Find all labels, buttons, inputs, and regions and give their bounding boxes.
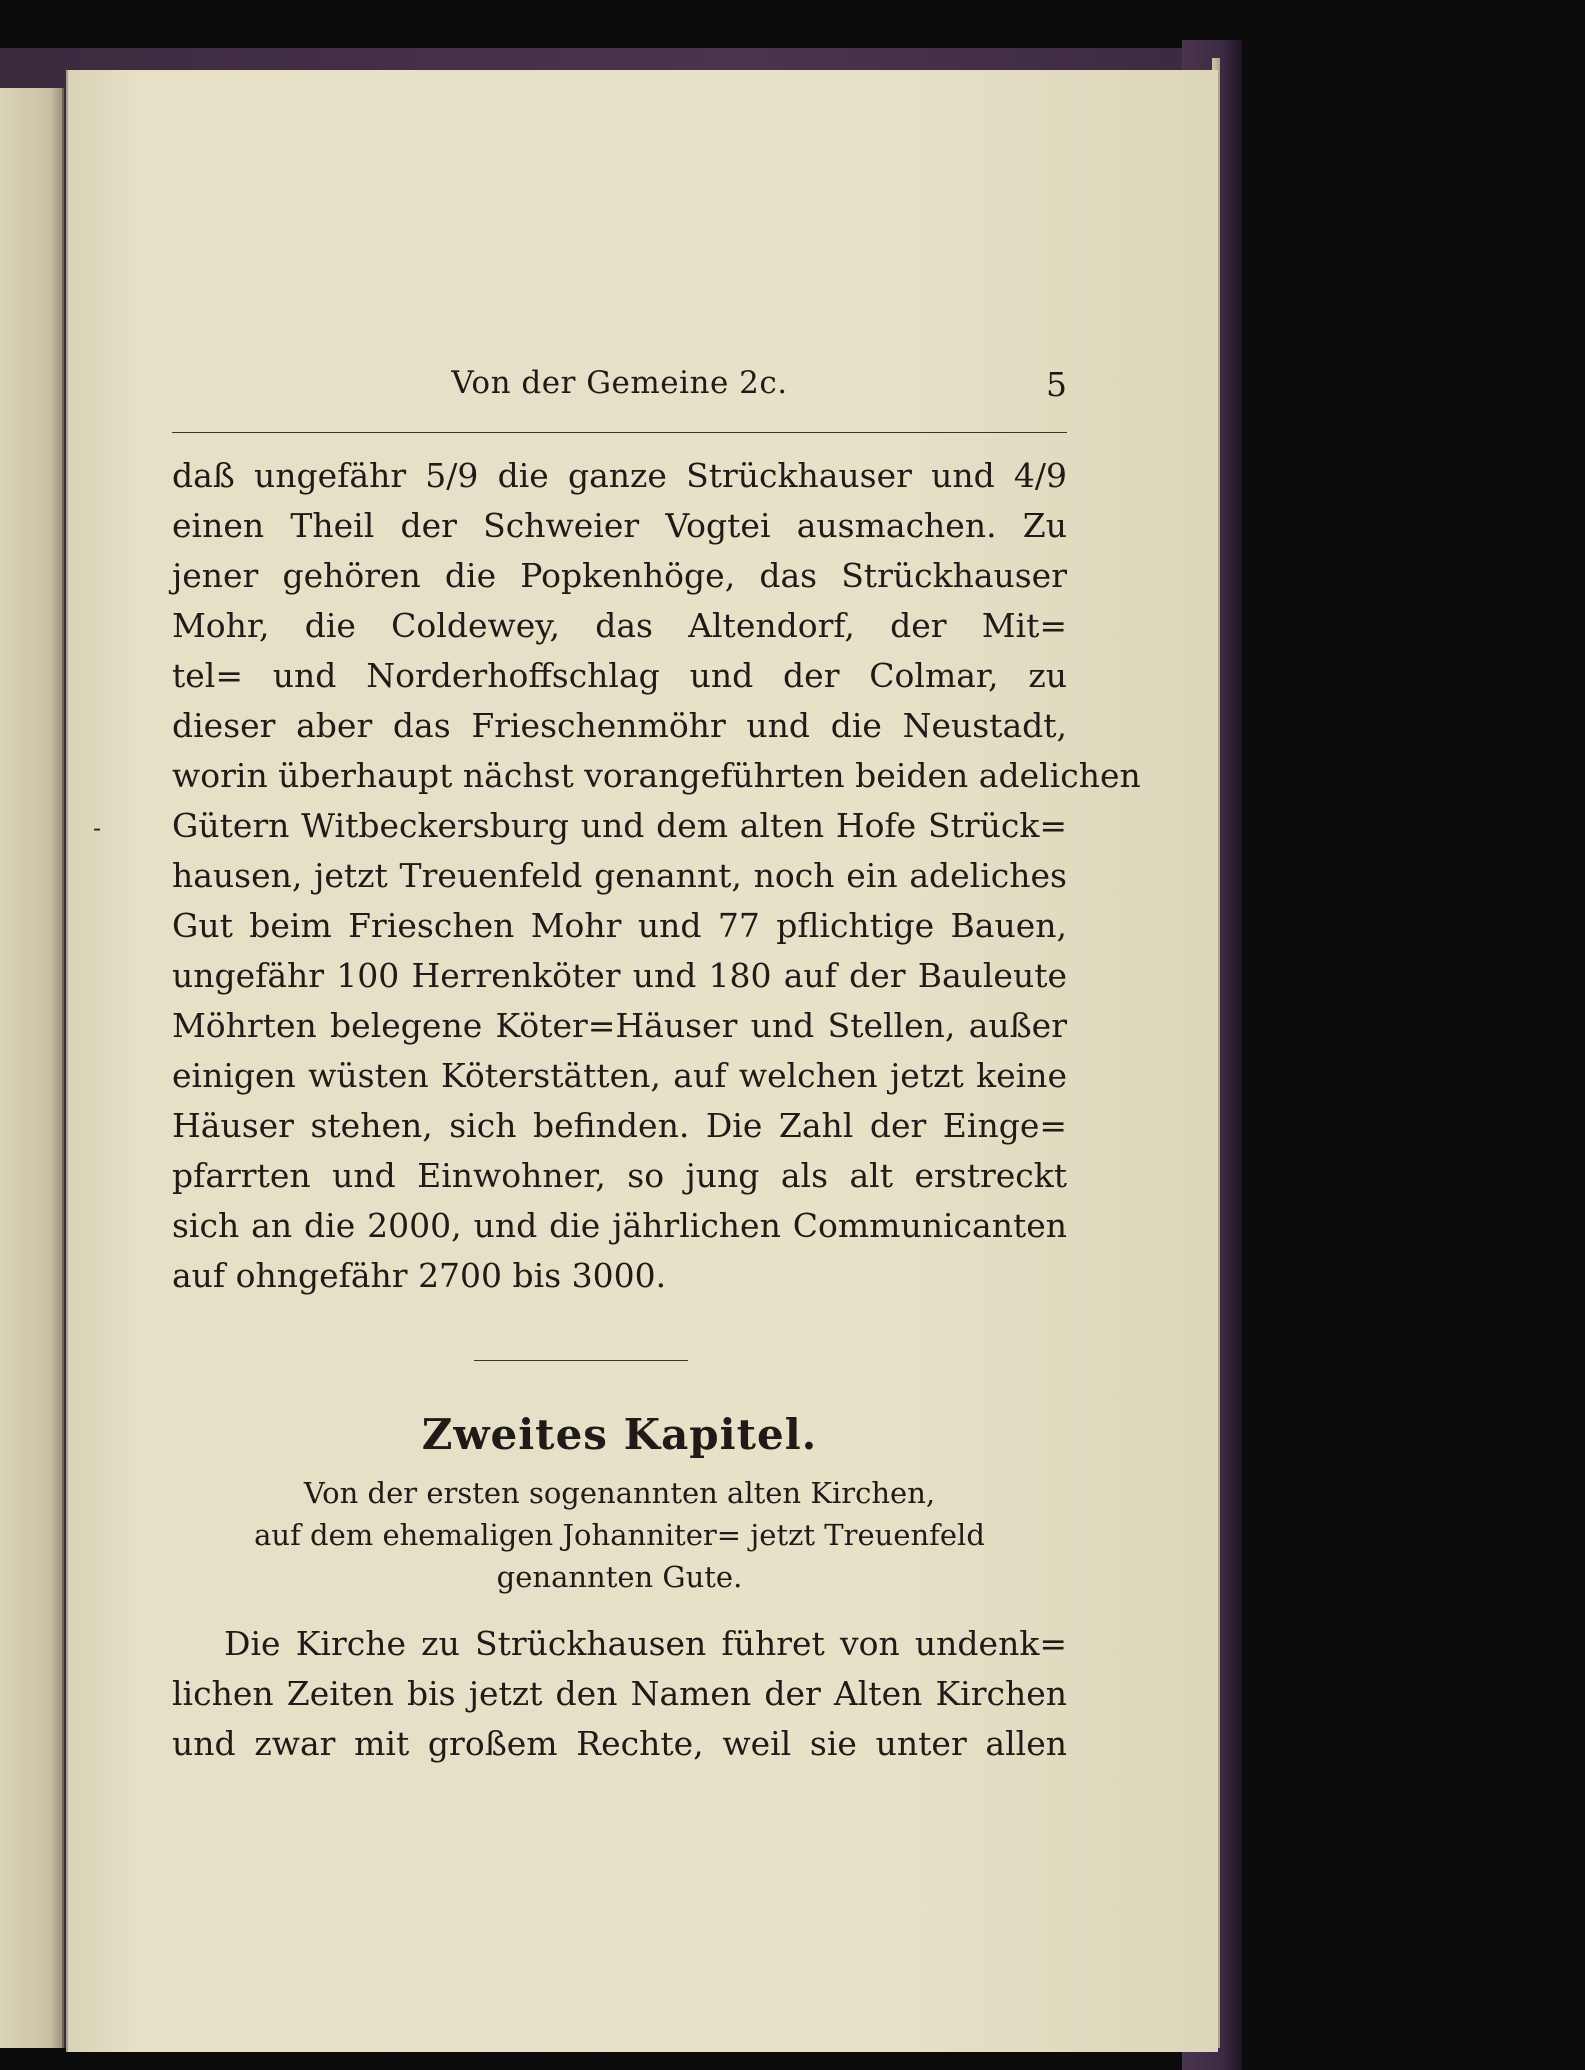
text-line: einigen wüsten Köterstätten, auf welchen jetzt keine	[172, 1056, 1067, 1095]
text-line: ungefähr 100 Herrenköter und 180 auf der Bauleute	[172, 956, 1067, 995]
margin-mark: -	[93, 814, 102, 842]
text-line: und zwar mit großem Rechte, weil sie unter allen	[172, 1724, 1067, 1763]
text-line: Mohr, die Coldewey, das Altendorf, der Mit=	[172, 606, 1067, 645]
text-line: Gütern Witbeckersburg und dem alten Hofe Strück=	[172, 806, 1067, 845]
book-page	[66, 70, 1218, 2052]
text-line: tel= und Norderhoffschlag und der Colmar, zu	[172, 656, 1067, 695]
previous-page-edge	[0, 88, 64, 2048]
running-head-title: Von der Gemeine 2c.	[451, 365, 788, 401]
text-line: hausen, jetzt Treuenfeld genannt, noch ein adeliches	[172, 856, 1067, 895]
chapter-subtitle-line: genannten Gute.	[496, 1560, 743, 1594]
text-line: dieser aber das Frieschenmöhr und die Neustadt,	[172, 706, 1067, 745]
text-line: Die Kirche zu Strückhausen führet von undenk=	[224, 1624, 1067, 1663]
text-line-last: auf ohngefähr 2700 bis 3000.	[172, 1256, 667, 1295]
text-line: Gut beim Frieschen Mohr und 77 pflichtige Bauen,	[172, 906, 1067, 945]
text-line: worin überhaupt nächst vorangeführten beiden adelichen	[172, 756, 1141, 795]
text-line: jener gehören die Popkenhöge, das Strückhauser	[172, 556, 1067, 595]
text-line: pfarrten und Einwohner, so jung als alt erstreckt	[172, 1156, 1067, 1195]
text-line: sich an die 2000, und die jährlichen Communicanten	[172, 1206, 1067, 1245]
header-rule	[172, 432, 1067, 433]
chapter-subtitle-line: Von der ersten sogenannten alten Kirchen,	[303, 1476, 936, 1510]
text-line: daß ungefähr 5/9 die ganze Strückhauser und 4/9	[172, 456, 1067, 495]
text-line: lichen Zeiten bis jetzt den Namen der Alten Kirchen	[172, 1674, 1067, 1713]
running-head	[172, 365, 1067, 415]
page-number: 5	[1046, 365, 1067, 404]
chapter-subtitle-line: auf dem ehemaligen Johanniter= jetzt Treuenfeld	[254, 1518, 985, 1552]
text-line: Möhrten belegene Köter=Häuser und Stellen, außer	[172, 1006, 1067, 1045]
chapter-title: Zweites Kapitel.	[421, 1410, 818, 1459]
section-divider	[474, 1360, 688, 1361]
text-line: einen Theil der Schweier Vogtei ausmachen. Zu	[172, 506, 1067, 545]
text-line: Häuser stehen, sich befinden. Die Zahl der Einge=	[172, 1106, 1067, 1145]
